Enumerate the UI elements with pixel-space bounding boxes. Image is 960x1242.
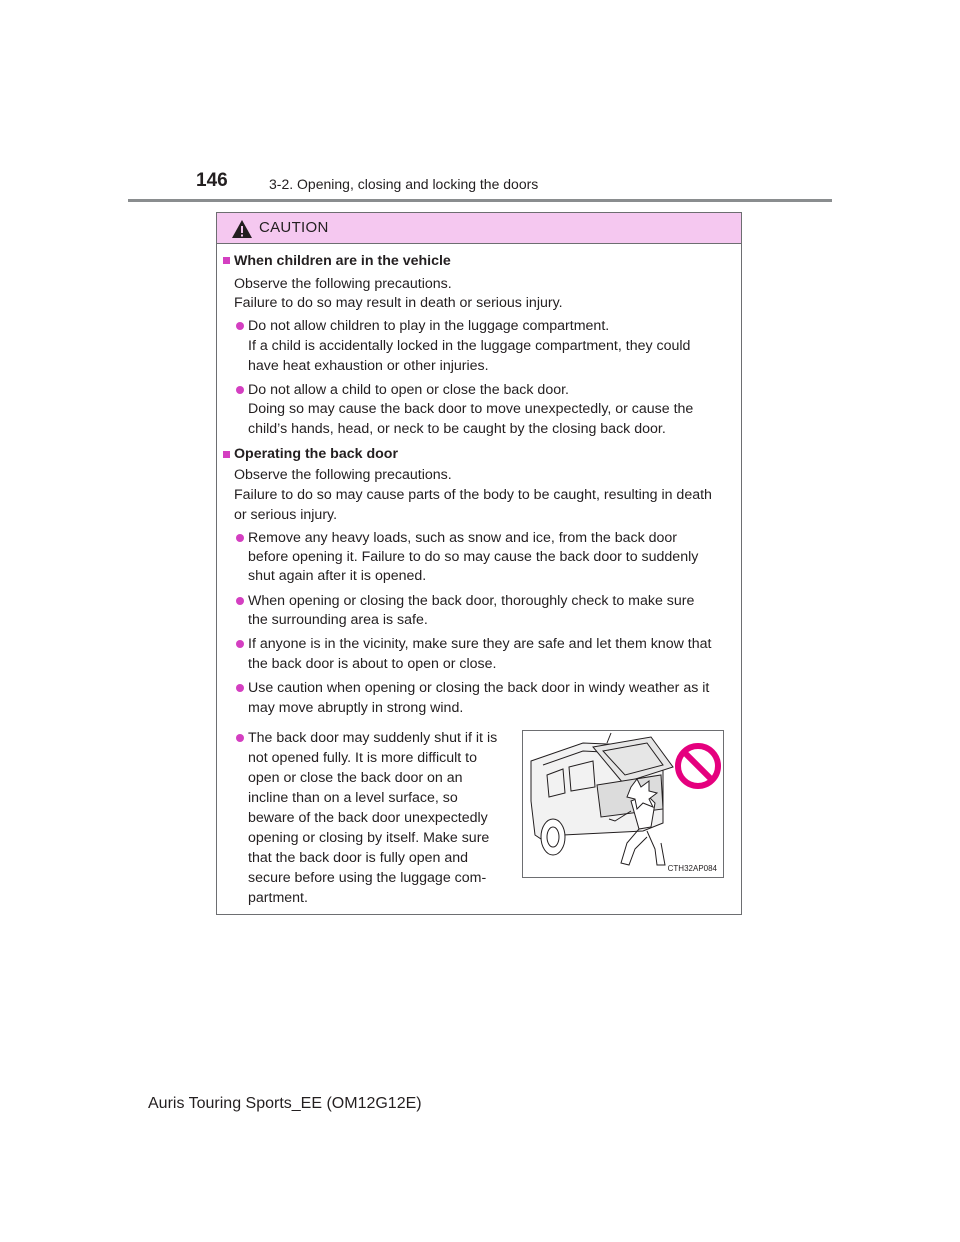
bullet-text: before opening it. Failure to do so may cause the back door to suddenly [248,549,699,565]
section-title: 3-2. Opening, closing and locking the doors [269,176,539,192]
bullet-text: the surrounding area is safe. [248,612,428,628]
illustration-figure [522,730,724,878]
bullet-dot-icon [236,734,244,742]
bullet-text: the back door is about to open or close. [248,656,497,672]
caution-header [217,213,741,244]
page-number: 146 [196,170,228,191]
warning-triangle-icon [231,219,253,239]
section-heading: When children are in the vehicle [234,253,451,269]
figure-code: CTH32AP084 [667,864,717,873]
bullet-dot-icon [236,386,244,394]
bullet-text: shut again after it is opened. [248,568,427,584]
bullet-text: If a child is accidentally locked in the luggage compartment, they could [248,338,691,354]
bullet-text: Do not allow a child to open or close the back door. [248,382,569,398]
bullet-dot-icon [236,322,244,330]
square-bullet-icon [223,451,230,458]
bullet-text: open or close the back door on an [248,770,463,786]
caution-title: CAUTION [259,219,329,236]
bullet-dot-icon [236,684,244,692]
bullet-dot-icon [236,640,244,648]
bullet-text: incline than on a level surface, so [248,790,458,806]
prohibition-icon [673,741,723,791]
bullet-text: child’s hands, head, or neck to be caught by the closing back door. [248,421,666,437]
section-intro: Observe the following precautions. [234,276,452,292]
section-heading: Operating the back door [234,446,398,462]
footer-text: Auris Touring Sports_EE (OM12G12E) [148,1095,422,1112]
section-intro: Failure to do so may result in death or serious injury. [234,295,563,311]
bullet-text: that the back door is fully open and [248,850,469,866]
bullet-text: may move abruptly in strong wind. [248,700,464,716]
header-rule [128,199,832,202]
bullet-text: When opening or closing the back door, thoroughly check to make sure [248,593,695,609]
section-intro: Failure to do so may cause parts of the body to be caught, resulting in death [234,487,712,503]
bullet-text: Do not allow children to play in the luggage compartment. [248,318,610,334]
bullet-text: Use caution when opening or closing the back door in windy weather as it [248,680,710,696]
bullet-text: partment. [248,890,308,906]
bullet-text: The back door may suddenly shut if it is [248,730,498,746]
bullet-dot-icon [236,597,244,605]
bullet-text: beware of the back door unexpectedly [248,810,488,826]
square-bullet-icon [223,257,230,264]
bullet-text: Remove any heavy loads, such as snow and ice, from the back door [248,530,678,546]
bullet-text: secure before using the luggage com- [248,870,487,886]
bullet-dot-icon [236,534,244,542]
section-intro: or serious injury. [234,507,338,523]
bullet-text: If anyone is in the vicinity, make sure they are safe and let them know that [248,636,712,652]
bullet-text: opening or closing by itself. Make sure [248,830,490,846]
bullet-text: Doing so may cause the back door to move unexpectedly, or cause the [248,401,694,417]
section-intro: Observe the following precautions. [234,467,452,483]
bullet-text: have heat exhaustion or other injuries. [248,358,489,374]
bullet-text: not opened fully. It is more difficult to [248,750,477,766]
